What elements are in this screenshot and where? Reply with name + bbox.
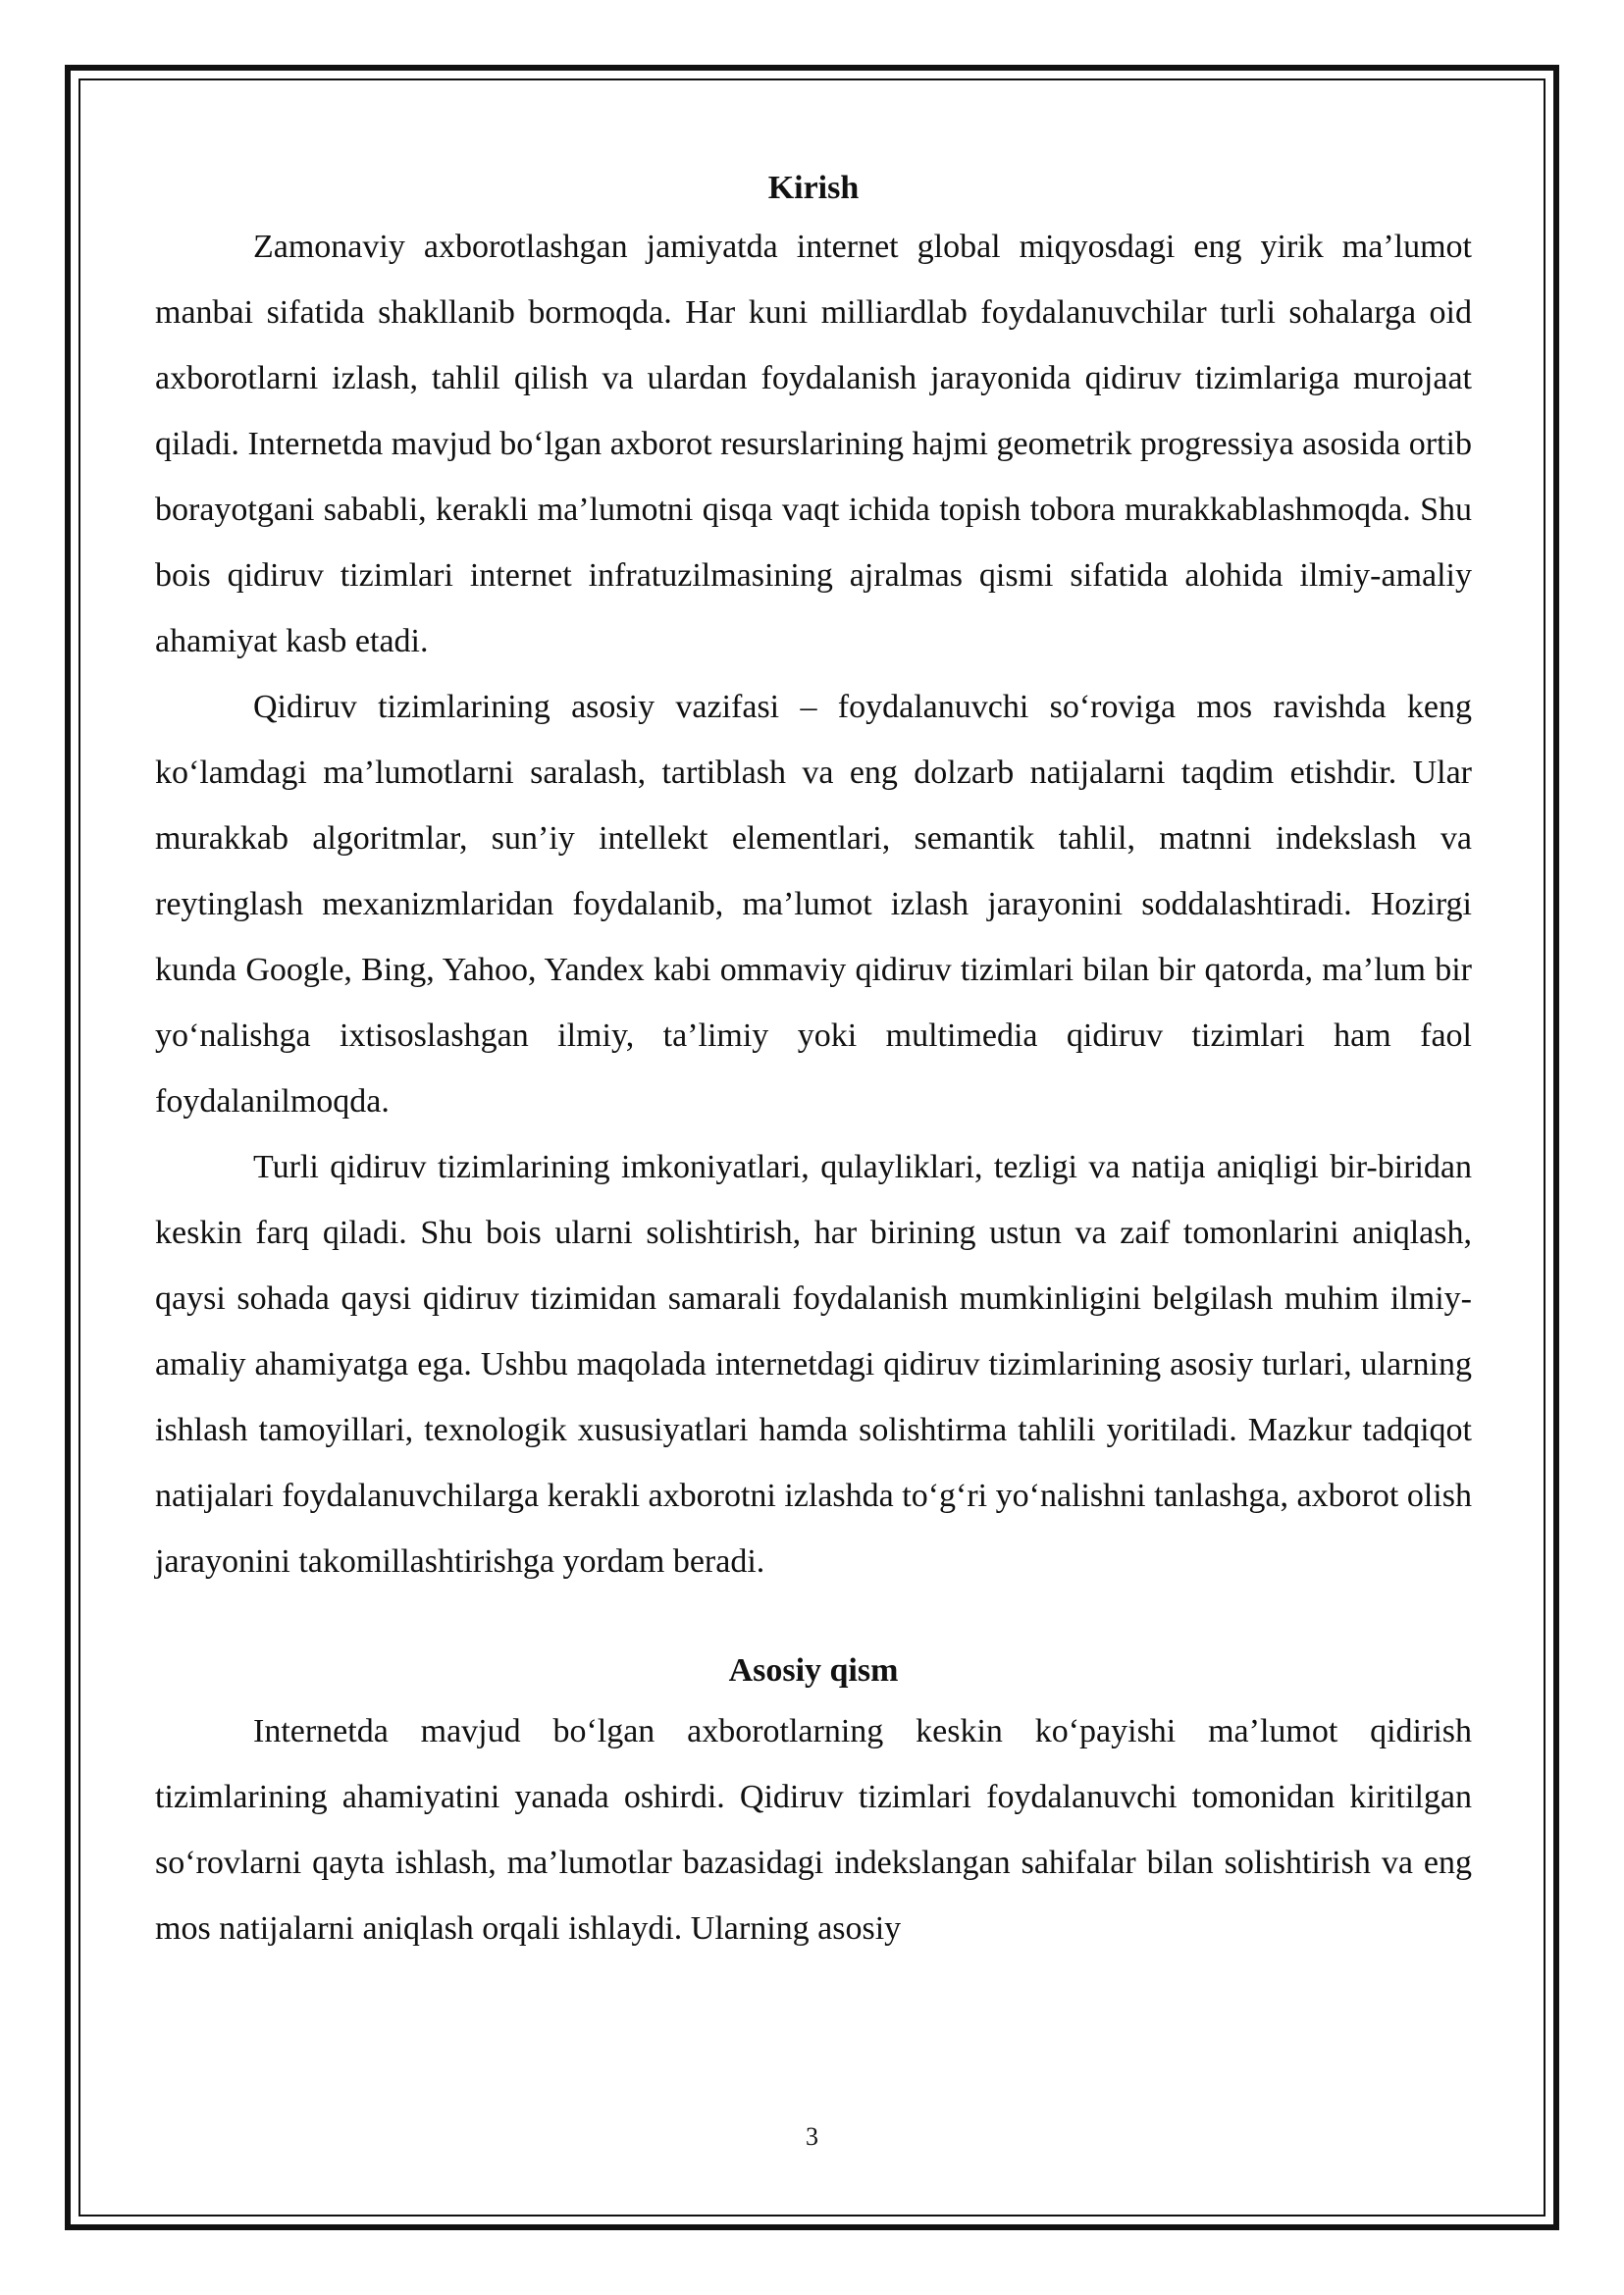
paragraph: Turli qidiruv tizimlarining imkoniyatlari, qulayliklari, tezligi va natija aniqligi bir-biridan keskin farq qiladi. Shu bois ularni solishtirish, har birining ustun va zaif tomonlarini aniqlash, qaysi sohada qaysi qidiruv tizimidan samarali foydalanish mumkinligini belgilash muhim ilmiy-amaliy ahamiyatga ega. Ushbu maqolada internetdagi qidiruv tizimlarining asosiy turlari, ularning ishlash tamoyillari, texnologik xususiyatlari hamda solishtirma tahlili yoritiladi. Mazkur tadqiqot natijalari foydalanuvchilarga kerakli axborotni izlashda to‘g‘ri yo‘nalishni tanlashga, axborot olish jarayonini takomillashtirishga yordam beradi. xyxy=(155,1149,1472,1580)
document-body xyxy=(155,167,1472,1961)
paragraph: Qidiruv tizimlarining asosiy vazifasi – foydalanuvchi so‘roviga mos ravishda keng ko‘lamdagi ma’lumotlarni saralash, tartiblash va eng dolzarb natijalarni taqdim etishdir. Ular murakkab algoritmlar, sun’iy intellekt elementlari, semantik tahlil, matnni indekslash va reytinglash mexanizmlaridan foydalanib, ma’lumot izlash jarayonini soddalashtiradi. Hozirgi kunda Google, Bing, Yahoo, Yandex kabi ommaviy qidiruv tizimlari bilan bir qatorda, ma’lum bir yo‘nalishga ixtisoslashgan ilmiy, ta’limiy yoki multimedia qidiruv tizimlari ham faol foydalanilmoqda. xyxy=(155,689,1472,1120)
section-heading-kirish: Kirish xyxy=(767,170,860,206)
section-heading-asosiy-qism: Asosiy qism xyxy=(728,1652,899,1689)
page-number: 3 xyxy=(806,2122,818,2151)
paragraph: Internetda mavjud bo‘lgan axborotlarning keskin ko‘payishi ma’lumot qidirish tizimlarining ahamiyatini yanada oshirdi. Qidiruv tizimlari foydalanuvchi tomonidan kiritilgan so‘rovlarni qayta ishlash, ma’lumotlar bazasidagi indekslangan sahifalar bilan solishtirish va eng mos natijalarni aniqlash orqali ishlaydi. Ularning asosiy xyxy=(155,1713,1472,1947)
paragraph: Zamonaviy axborotlashgan jamiyatda internet global miqyosdagi eng yirik ma’lumot manbai sifatida shakllanib bormoqda. Har kuni milliardlab foydalanuvchilar turli sohalarga oid axborotlarni izlash, tahlil qilish va ulardan foydalanish jarayonida qidiruv tizimlariga murojaat qiladi. Internetda mavjud bo‘lgan axborot resurslarining hajmi geometrik progressiya asosida ortib borayotgani sababli, kerakli ma’lumotni qisqa vaqt ichida topish tobora murakkablashmoqda. Shu bois qidiruv tizimlari internet infratuzilmasining ajralmas qismi sifatida alohida ilmiy-amaliy ahamiyat kasb etadi. xyxy=(155,229,1472,659)
